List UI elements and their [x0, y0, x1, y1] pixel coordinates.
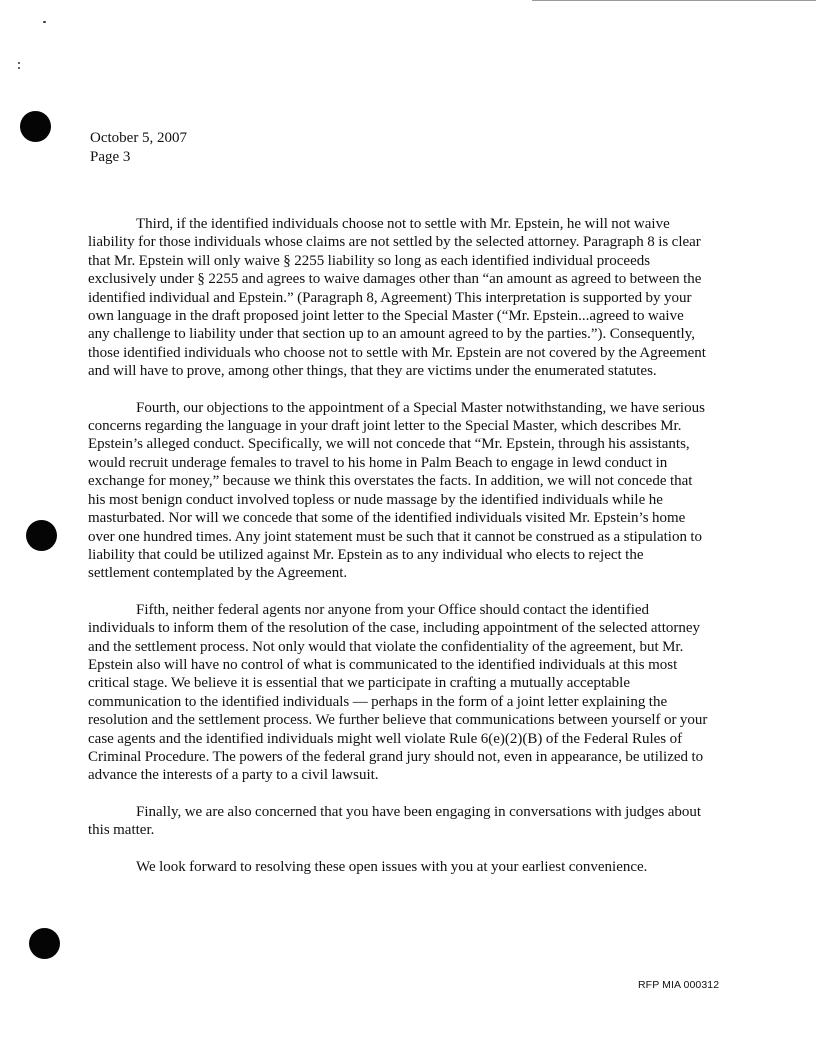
paragraph-fifth: Fifth, neither federal agents nor anyone from your Office should contact the identified individuals to inform them of the resolution of the case, including appointment of the selected attorney and the settlement process. Not only would that violate the confidentiality of the agreement, but Mr. Epstein also will have no control of what is communicated to the identified individuals at this most critical stage. We believe it is essential that we participate in crafting a mutually acceptable communication to the identified individuals — perhaps in the form of a joint letter explaining the resolution and the settlement process. We further believe that communications between yourself or your case agents and the identified individuals might well violate Rule 6(e)(2)(B) of the Federal Rules of Criminal Procedure. The powers of the federal grand jury should not, even in appearance, be utilized to advance the interests of a party to a civil lawsuit. — [88, 601, 708, 784]
scan-speck — [18, 67, 20, 69]
letter-header — [90, 129, 187, 167]
letter-date: October 5, 2007 — [90, 130, 188, 146]
letter-body — [88, 215, 708, 876]
paragraph-finally: Finally, we are also concerned that you have been engaging in conversations with judges about this matter. — [88, 803, 702, 839]
paragraph-fourth: Fourth, our objections to the appointment of a Special Master notwithstanding, we have serious concerns regarding the language in your draft joint letter to the Special Master, which describes Mr. Epstein’s alleged conduct. Specifically, we will not concede that “Mr. Epstein, through his assistants, would recruit underage females to travel to his home in Palm Beach to engage in lewd conduct in exchange for money,” because we think this overstates the facts. In addition, we will not concede that his most benign conduct involved topless or nude massage by the identified individuals while he masturbated. Nor will we concede that some of the identified individuals visited Mr. Epstein’s home over one hundred times. Any joint statement must be such that it cannot be construed as a stipulation to liability that could be utilized against Mr. Epstein as to any individual who elects to reject the settlement contemplated by the Agreement. — [88, 399, 705, 582]
page-label: Page 3 — [90, 149, 131, 165]
punch-hole-middle — [26, 520, 57, 551]
paragraph-third: Third, if the identified individuals choose not to settle with Mr. Epstein, he will not waive liability for those individuals whose claims are not settled by the selected attorney. Paragraph 8 is clear that Mr. Epstein will only waive § 2255 liability so long as each identified individual proceeds exclusively under § 2255 and agrees to waive damages other than “an amount as agreed to between the identified individual and Epstein.” (Paragraph 8, Agreement) This interpretation is supported by your own language in the draft proposed joint letter to the Special Master (“Mr. Epstein...agreed to waive any challenge to liability under that section up to an amount agreed to by the parties.”). Consequently, those identified individuals who choose not to settle with Mr. Epstein are not covered by the Agreement and will have to prove, among other things, that they are victims under the enumerated statutes. — [88, 216, 706, 380]
punch-hole-bottom — [29, 928, 60, 959]
paragraph-closing: We look forward to resolving these open issues with you at your earliest convenience. — [136, 858, 648, 875]
scan-edge-rule — [532, 0, 816, 1]
scan-speck — [18, 62, 20, 64]
punch-hole-top — [20, 111, 51, 142]
bates-number: RFP MIA 000312 — [638, 979, 720, 991]
scan-speck — [43, 21, 46, 23]
